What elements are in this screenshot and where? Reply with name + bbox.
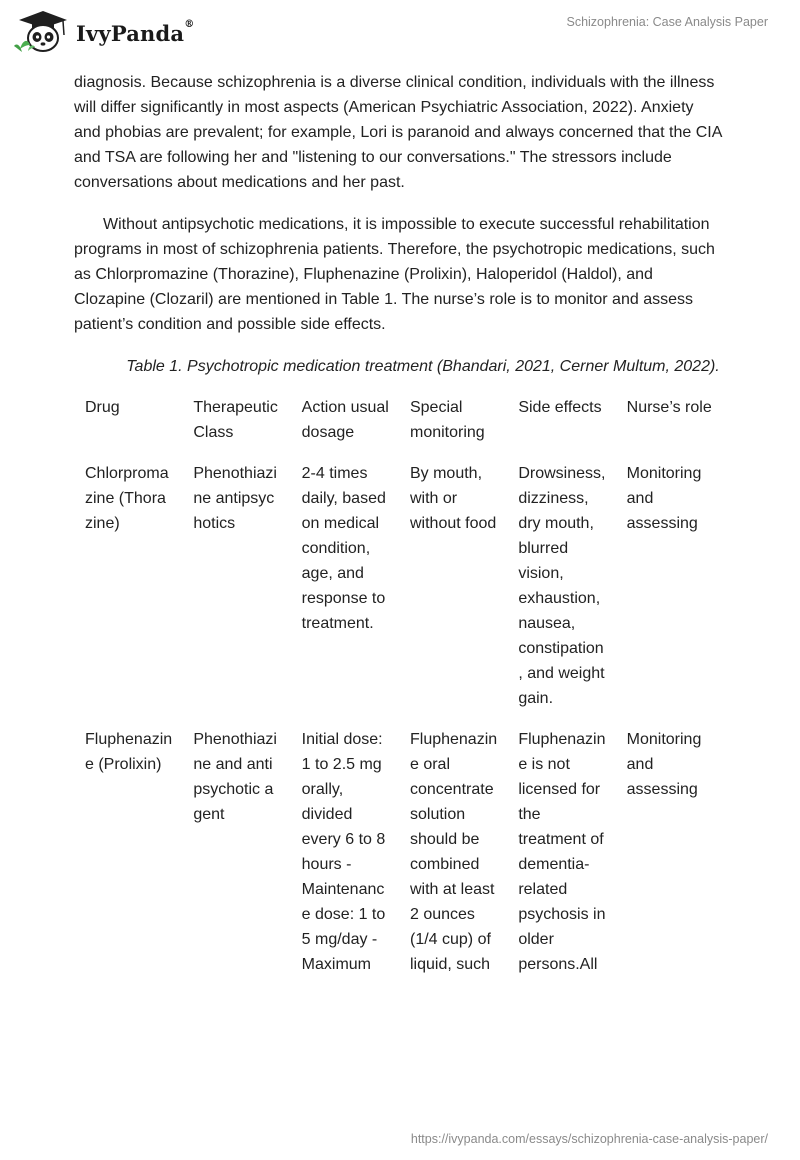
cell-side-effects: Drowsiness, dizziness, dry mouth, blurred vision, exhaustion, nausea, constipation, and weight gain.: [518, 465, 606, 707]
header-special-monitoring: Special monitoring: [409, 399, 485, 441]
document-body: [74, 70, 724, 379]
table-header-row: [74, 395, 724, 461]
page-header: [0, 0, 800, 62]
source-url[interactable]: https://ivypanda.com/essays/schizophrenia-case-analysis-paper/: [410, 1132, 768, 1146]
ivypanda-logo[interactable]: [14, 9, 194, 53]
table-row: [74, 461, 724, 727]
table-row: [74, 727, 724, 993]
table-caption: Table 1. Psychotropic medication treatment (Bhandari, 2021, Cerner Multum, 2022).: [126, 358, 720, 375]
panda-graduate-icon: [14, 9, 72, 53]
paragraph-medications: Without antipsychotic medications, it is impossible to execute successful rehabilitation programs in most of schizophrenia patients. Therefore, the psychotropic medications, such as Chlorpromazine (Thorazine), Fluphenazine (Prolixin), Haloperidol (Haldol), and Clozapine (Clozaril) are mentioned in Table 1. The nurse’s role is to monitor and assess patient’s condition and possible side effects.: [74, 216, 715, 333]
header-action-dosage: Action usual dosage: [301, 399, 389, 441]
header-nurse-role: Nurse’s role: [626, 399, 712, 416]
cell-drug: Fluphenazine (Prolixin): [85, 731, 173, 773]
header-therapeutic-class: Therapeutic Class: [193, 399, 278, 441]
header-side-effects: Side effects: [518, 399, 602, 416]
cell-action-dosage: Initial dose: 1 to 2.5 mg orally, divided every 6 to 8 hours - Maintenance dose: 1 to 5 mg/day - Maximum: [301, 731, 386, 973]
cell-side-effects: Fluphenazine is not licensed for the treatment of dementia-related psychosis in older persons.All: [518, 731, 606, 973]
cell-drug: Chlorpromazine (Thorazine): [85, 465, 169, 532]
cell-therapeutic-class: Phenothiazine antipsychotics: [193, 465, 277, 532]
document-title: Schizophrenia: Case Analysis Paper: [566, 15, 768, 29]
cell-nurse-role: Monitoring and assessing: [626, 731, 702, 798]
logo-text: IvyPanda: [76, 20, 185, 46]
medication-table: [74, 395, 724, 993]
header-drug: Drug: [85, 399, 120, 416]
cell-special-monitoring: Fluphenazine oral concentrate solution should be combined with at least 2 ounces (1/4 cup) of liquid, such: [409, 731, 498, 973]
cell-nurse-role: Monitoring and assessing: [626, 465, 702, 532]
cell-action-dosage: 2-4 times daily, based on medical condition, age, and response to treatment.: [301, 465, 386, 632]
registered-mark: ®: [184, 18, 195, 30]
logo-wordmark: [76, 18, 195, 46]
cell-therapeutic-class: Phenothiazine and antipsychotic agent: [193, 731, 277, 823]
cell-special-monitoring: By mouth, with or without food: [409, 465, 497, 532]
paragraph-diagnosis: diagnosis. Because schizophrenia is a diverse clinical condition, individuals with the illness will differ significantly in most aspects (American Psychiatric Association, 2022). Anxiety and phobias are prevalent; for example, Lori is paranoid and always concerned that the CIA and TSA are following her and "listening to our conversations." The stressors include conversations about medications and her past.: [74, 74, 722, 191]
